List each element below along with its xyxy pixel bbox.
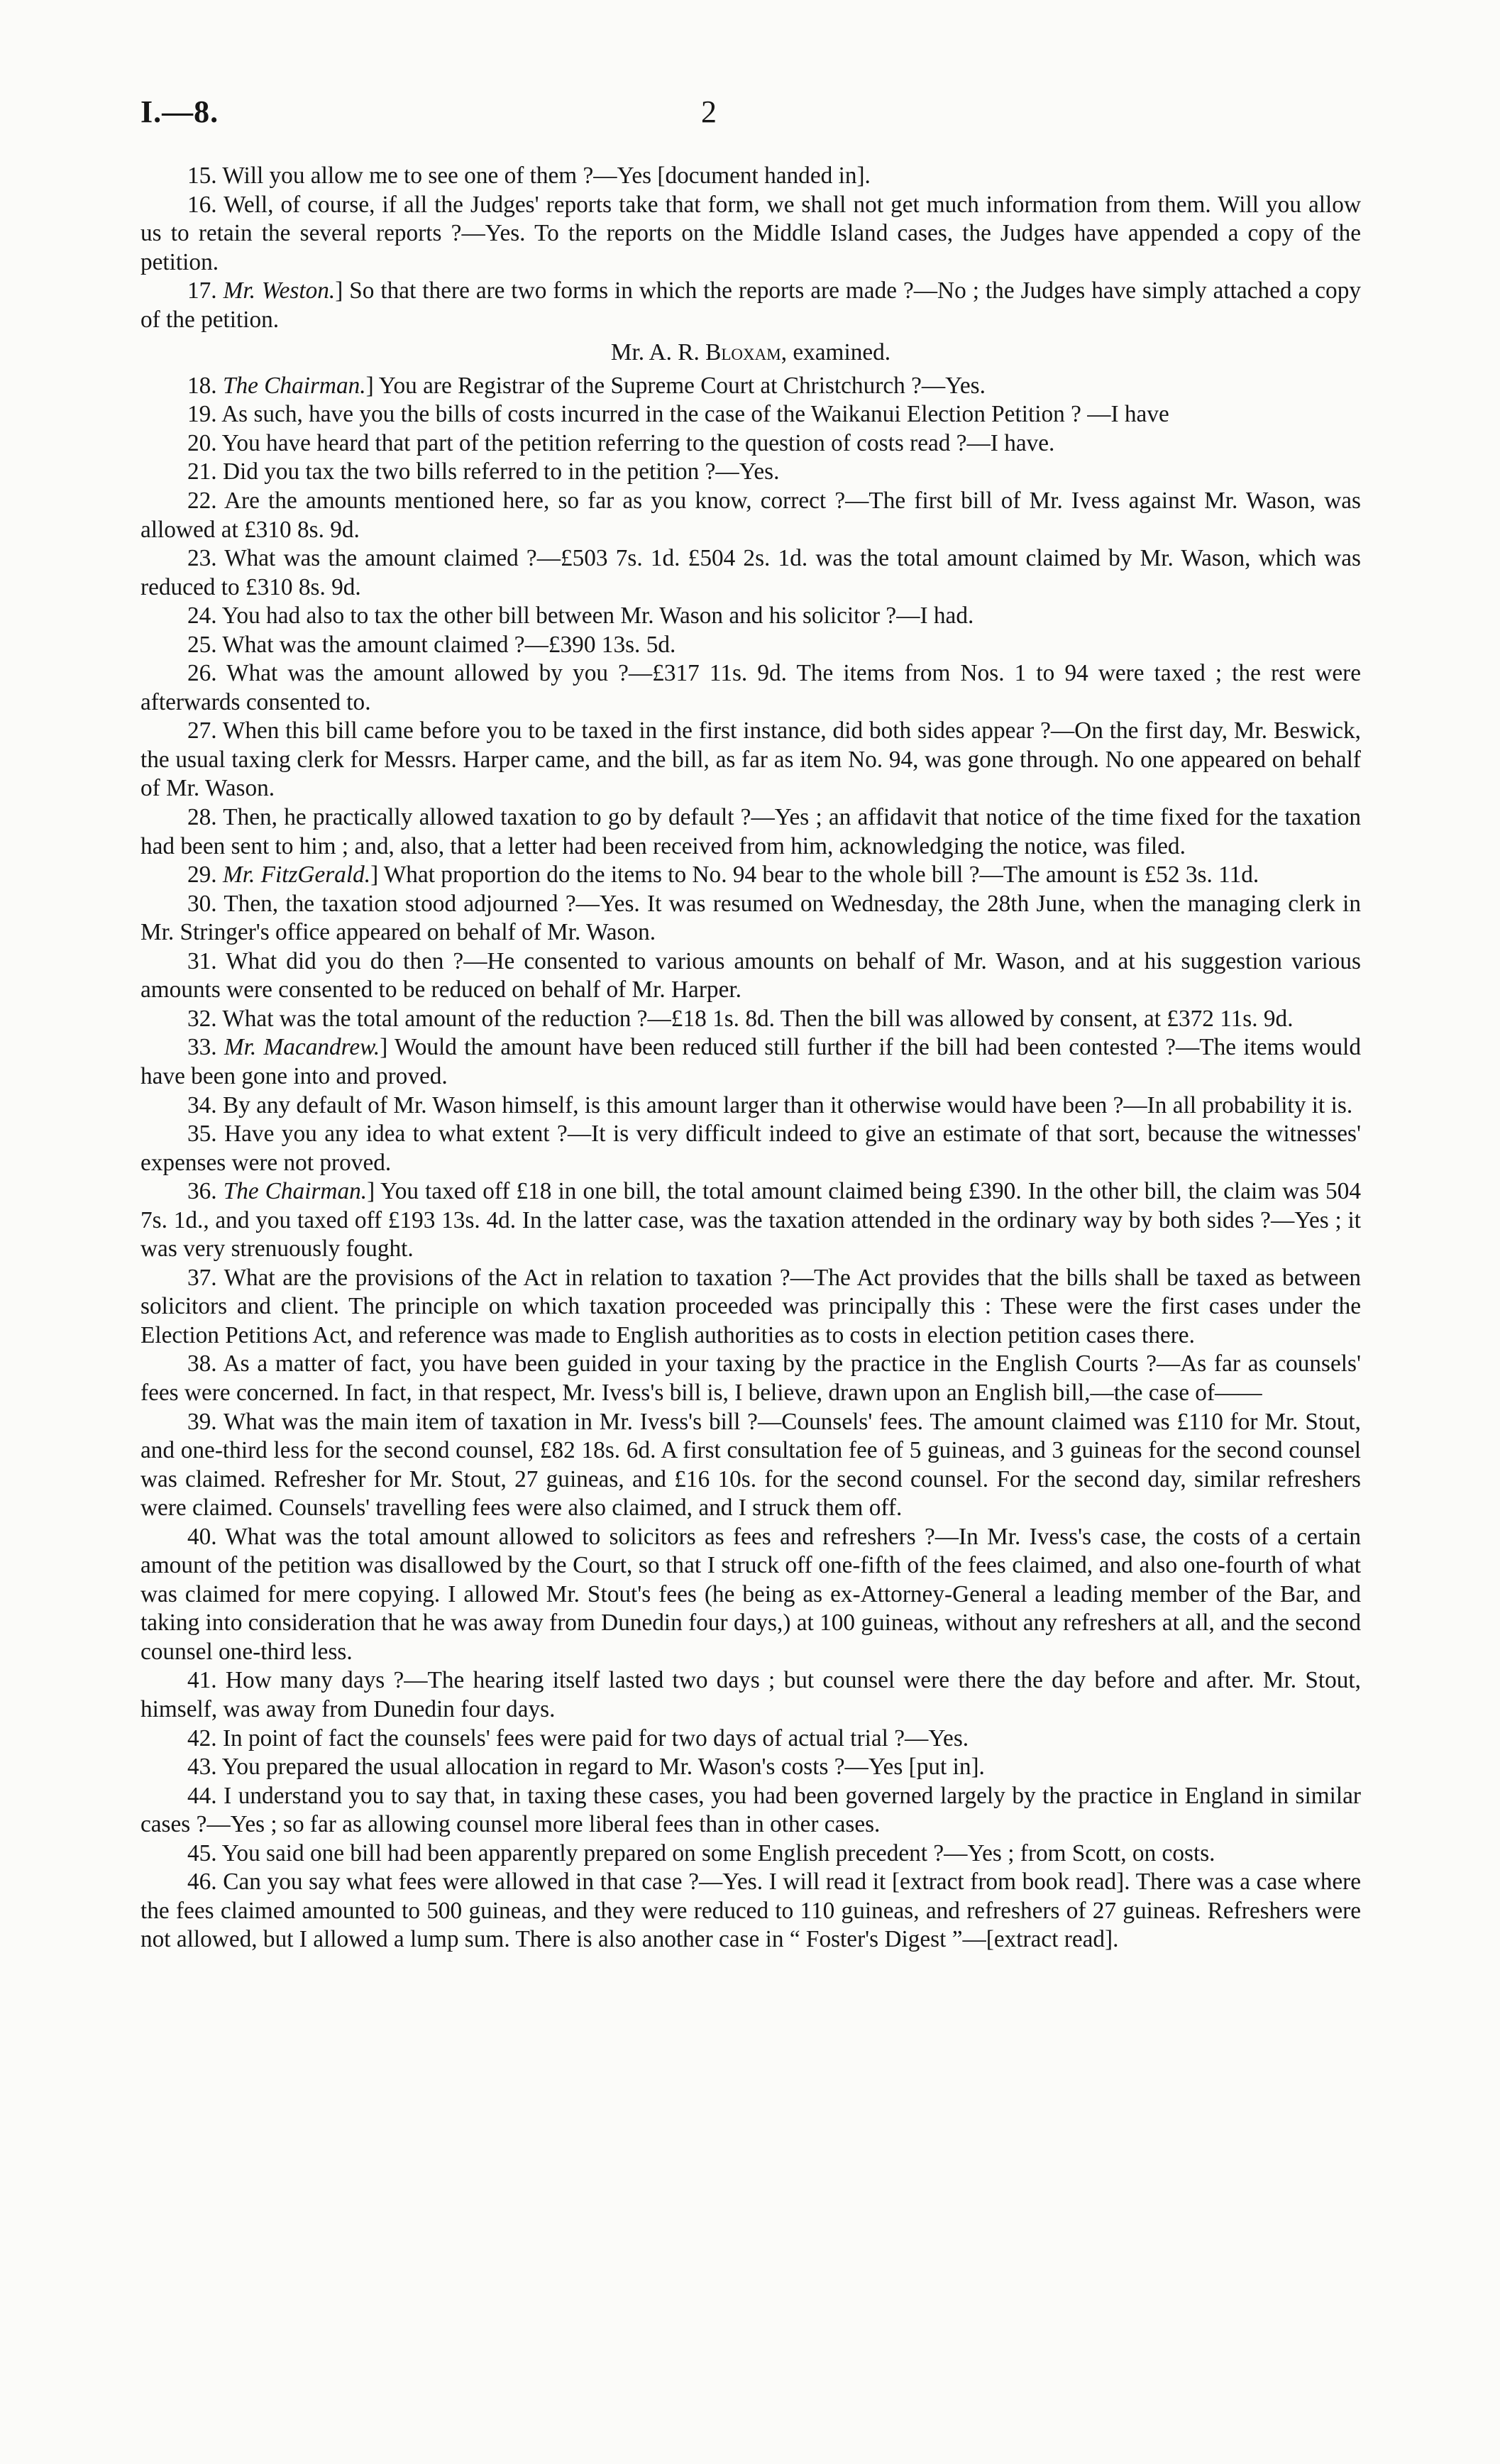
speaker-name: The Chairman. <box>223 1178 368 1205</box>
witness-prefix: Mr. A. R. <box>610 339 700 366</box>
question-paragraph <box>140 162 1361 191</box>
question-text: You had also to tax the other bill between Mr. Wason and his solicitor ?—I had. <box>221 603 974 629</box>
question-paragraph <box>140 458 1361 487</box>
question-paragraph <box>140 1264 1361 1351</box>
question-paragraph: 33. Mr. Macandrew.] Would the amount have been reduced still further if the bill had been contested ?—The items would have been gone into and proved. <box>140 1034 1362 1089</box>
question-paragraph <box>140 803 1361 861</box>
question-text: You have heard that part of the petition referring to the question of costs read ?—I have. <box>221 429 1055 456</box>
questions-group-a <box>140 162 1361 334</box>
question-number: 38. <box>187 1351 217 1377</box>
question-text: Can you say what fees were allowed in that case ?—Yes. I will read it [extract from book read]. There was a case where the fees claimed amounted to 500 guineas, and they were reduced to 110 guineas, and refreshers of 27 guineas. Refreshers were not allowed, but I allowed a lump sum. There is also another case in “ Foster's Digest ”—[extract read]. <box>140 1869 1362 1953</box>
page-number: 2 <box>701 94 717 129</box>
question-number: 28. <box>187 804 217 831</box>
question-paragraph <box>140 400 1361 429</box>
question-text: Will you allow me to see one of them ?—Yes [document handed in]. <box>222 163 871 189</box>
question-paragraph <box>140 1120 1361 1177</box>
page-body <box>140 162 1361 1954</box>
question-number: 34. <box>187 1091 217 1118</box>
question-text: How many days ?—The hearing itself lasted two days ; but counsel were there the day before and after. Mr. Stout, himself, was away from Dunedin four days. <box>140 1667 1361 1722</box>
question-text: What was the total amount of the reduction ?—£18 1s. 8d. Then the bill was allowed by consent, at £372 11s. 9d. <box>222 1005 1294 1032</box>
question-paragraph <box>140 1091 1361 1121</box>
question-number: 37. <box>187 1264 217 1291</box>
question-number: 24. <box>187 603 217 629</box>
speaker-name: Mr. FitzGerald. <box>222 862 371 889</box>
question-paragraph: 36. The Chairman.] You taxed off £18 in one bill, the total amount claimed being £390. In the other bill, the claim was 504 7s. 1d., and you taxed off £193 13s. 4d. In the latter case, was the taxation attended in the ordinary way by both sides ?—Yes ; it was very strenuously fought. <box>140 1178 1362 1263</box>
question-number: 41. <box>187 1667 217 1694</box>
question-number: 27. <box>187 717 217 744</box>
question-text: What was the main item of taxation in Mr. Ivess's bill ?—Counsels' fees. The amount claimed was £110 for Mr. Stout, and one-third less for the second counsel, £82 18s. 6d. A first consultation fee of 5 guineas, and 3 guineas for the second counsel was claimed. Refresher for Mr. Stout, 27 guineas, and £16 10s. for the second counsel. For the second day, similar refreshers were claimed. Counsels' travelling fees were also claimed, and I struck them off. <box>140 1408 1361 1522</box>
question-text: Then, he practically allowed taxation to go by default ?—Yes ; an affidavit that notice of the time fixed for the taxation had been sent to him ; and, also, that a letter had been received from him, acknowledging the notice, was filed. <box>140 804 1361 859</box>
speaker-name: Mr. Weston. <box>223 277 336 304</box>
question-paragraph <box>140 890 1361 947</box>
question-text: What was the amount claimed ?—£503 7s. 1d. £504 2s. 1d. was the total amount claimed by Mr. Wason, which was reduced to £310 8s. 9d. <box>140 545 1361 600</box>
question-text: Have you any idea to what extent ?—It is very difficult indeed to give an estimate of that sort, because the witnesses' expenses were not proved. <box>140 1121 1361 1176</box>
speaker-name: The Chairman. <box>222 372 366 399</box>
question-text: As such, have you the bills of costs incurred in the case of the Waikanui Election Petition ? —I have <box>221 401 1169 428</box>
question-number: 17. <box>187 277 217 304</box>
question-number: 22. <box>187 488 217 515</box>
question-number: 44. <box>187 1782 217 1809</box>
question-text: Would the amount have been reduced still further if the bill had been contested ?—The items would have been gone into and proved. <box>140 1034 1362 1089</box>
question-text: So that there are two forms in which the reports are made ?—No ; the Judges have simply attached a copy of the petition. <box>140 277 1361 333</box>
question-number: 40. <box>187 1523 217 1550</box>
question-text: What proportion do the items to No. 94 bear to the whole bill ?—The amount is £52 3s. 11d. <box>383 862 1259 889</box>
question-text: In point of fact the counsels' fees were paid for two days of actual trial ?—Yes. <box>222 1725 969 1751</box>
question-text: As a matter of fact, you have been guided in your taxing by the practice in the English Courts ?—As far as counsels' fees were concerned. In fact, in that respect, Mr. Ivess's bill is, I believe, drawn upon an English bill,—the case of—— <box>140 1351 1361 1406</box>
question-text: You taxed off £18 in one bill, the total amount claimed being £390. In the other bill, the claim was 504 7s. 1d., and you taxed off £193 13s. 4d. In the latter case, was the taxation attended in the ordinary way by both sides ?—Yes ; it was very strenuously fought. <box>140 1178 1362 1263</box>
question-paragraph <box>140 1868 1361 1954</box>
question-paragraph <box>140 544 1361 602</box>
question-text: What was the total amount allowed to solicitors as fees and refreshers ?—In Mr. Ivess's case, the costs of a certain amount of the petition was disallowed by the Court, so that I struck off one-fifth of the fees claimed, and also one-fourth of what was claimed for mere copying. I allowed Mr. Stout's fees (he being as ex-Attorney-General a leading member of the Bar, and taking into consideration that he was away from Dunedin four days,) at 100 guineas, without any refreshers at all, and the second counsel one-third less. <box>140 1523 1361 1665</box>
question-text: Are the amounts mentioned here, so far as you know, correct ?—The first bill of Mr. Ivess against Mr. Wason, was allowed at £310 8s. 9d. <box>140 488 1361 543</box>
question-paragraph: 17. Mr. Weston.] So that there are two forms in which the reports are made ?—No ; the Judges have simply attached a copy of the petition. <box>140 277 1361 333</box>
question-text: You prepared the usual allocation in regard to Mr. Wason's costs ?—Yes [put in]. <box>221 1754 985 1781</box>
question-number: 15. <box>187 163 217 189</box>
question-number: 31. <box>187 947 217 974</box>
question-number: 23. <box>187 545 217 572</box>
question-text: Did you tax the two bills referred to in the petition ?—Yes. <box>222 458 780 485</box>
question-number: 43. <box>187 1754 217 1781</box>
question-paragraph <box>140 1005 1361 1034</box>
witness-name: Bloxam <box>705 339 781 366</box>
question-text: Well, of course, if all the Judges' reports take that form, we shall not get much information from them. Will you allow us to retain the several reports ?—Yes. To the reports on the Middle Island cases, the Judges have appended a copy of the petition. <box>140 191 1361 275</box>
question-paragraph <box>140 631 1361 660</box>
question-number: 25. <box>187 631 217 658</box>
question-paragraph <box>140 717 1361 803</box>
question-number: 20. <box>187 429 217 456</box>
witness-heading <box>140 339 1361 368</box>
question-text: When this bill came before you to be taxed in the first instance, did both sides appear ?—On the first day, Mr. Beswick, the usual taxing clerk for Messrs. Harper came, and the bill, as far as item No. 94, was gone through. No one appeared on behalf of Mr. Wason. <box>140 717 1361 802</box>
question-paragraph <box>140 1523 1361 1667</box>
question-text: What did you do then ?—He consented to various amounts on behalf of Mr. Wason, and at his suggestion various amounts were consented to be reduced on behalf of Mr. Harper. <box>140 947 1361 1003</box>
question-number: 35. <box>187 1121 217 1148</box>
question-number: 16. <box>187 191 217 218</box>
question-text: I understand you to say that, in taxing these cases, you had been governed largely by the practice in England in similar cases ?—Yes ; so far as allowing counsel more liberal fees than in other cases. <box>140 1782 1362 1838</box>
question-paragraph <box>140 1839 1361 1869</box>
question-number: 39. <box>187 1408 217 1435</box>
question-number: 32. <box>187 1005 217 1032</box>
question-paragraph <box>140 191 1361 277</box>
question-paragraph <box>140 1753 1361 1782</box>
document-reference: I.—8. <box>140 94 219 129</box>
question-paragraph <box>140 1666 1361 1724</box>
question-text: You are Registrar of the Supreme Court at Christchurch ?—Yes. <box>378 372 986 399</box>
speaker-name: Mr. Macandrew. <box>224 1034 380 1061</box>
question-paragraph: 18. The Chairman.] You are Registrar of the Supreme Court at Christchurch ?—Yes. <box>187 372 986 399</box>
question-number: 46. <box>187 1869 217 1896</box>
question-paragraph <box>140 602 1361 631</box>
question-paragraph <box>140 429 1361 458</box>
question-paragraph: 29. Mr. FitzGerald.] What proportion do the items to No. 94 bear to the whole bill ?—The amount is £52 3s. 11d. <box>187 862 1259 889</box>
question-number: 36. <box>187 1178 217 1205</box>
question-text: What was the amount allowed by you ?—£317 11s. 9d. The items from Nos. 1 to 94 were taxed ; the rest were afterwards consented to. <box>140 660 1361 715</box>
question-number: 33. <box>187 1034 217 1061</box>
question-number: 29. <box>187 862 217 889</box>
question-number: 42. <box>187 1725 217 1751</box>
question-text: By any default of Mr. Wason himself, is this amount larger than it otherwise would have been ?—In all probability it is. <box>222 1091 1353 1118</box>
question-text: You said one bill had been apparently prepared on some English precedent ?—Yes ; from Scott, on costs. <box>221 1839 1215 1866</box>
question-number: 26. <box>187 660 217 687</box>
question-number: 18. <box>187 372 217 399</box>
question-number: 21. <box>187 458 217 485</box>
question-text: Then, the taxation stood adjourned ?—Yes. It was resumed on Wednesday, the 28th June, when the managing clerk in Mr. Stringer's office appeared on behalf of Mr. Wason. <box>140 890 1361 946</box>
questions-group-b <box>140 372 1361 1954</box>
question-number: 30. <box>187 890 217 917</box>
question-text: What are the provisions of the Act in relation to taxation ?—The Act provides that the bills shall be taxed as between solicitors and client. The principle on which taxation proceeded was principally this : These were the first cases under the Election Petitions Act, and reference was made to English authorities as to costs in election petition cases there. <box>140 1264 1361 1348</box>
page-header <box>140 94 1361 143</box>
question-text: What was the amount claimed ?—£390 13s. 5d. <box>222 631 676 658</box>
question-number: 19. <box>187 401 217 428</box>
question-paragraph <box>140 947 1361 1005</box>
question-paragraph <box>140 1782 1361 1839</box>
question-number: 45. <box>187 1839 217 1866</box>
question-paragraph <box>140 487 1361 544</box>
witness-suffix: , examined. <box>781 339 891 366</box>
question-paragraph <box>140 1725 1361 1754</box>
question-paragraph <box>140 1350 1361 1407</box>
question-paragraph <box>140 1408 1361 1523</box>
question-paragraph <box>140 659 1361 717</box>
